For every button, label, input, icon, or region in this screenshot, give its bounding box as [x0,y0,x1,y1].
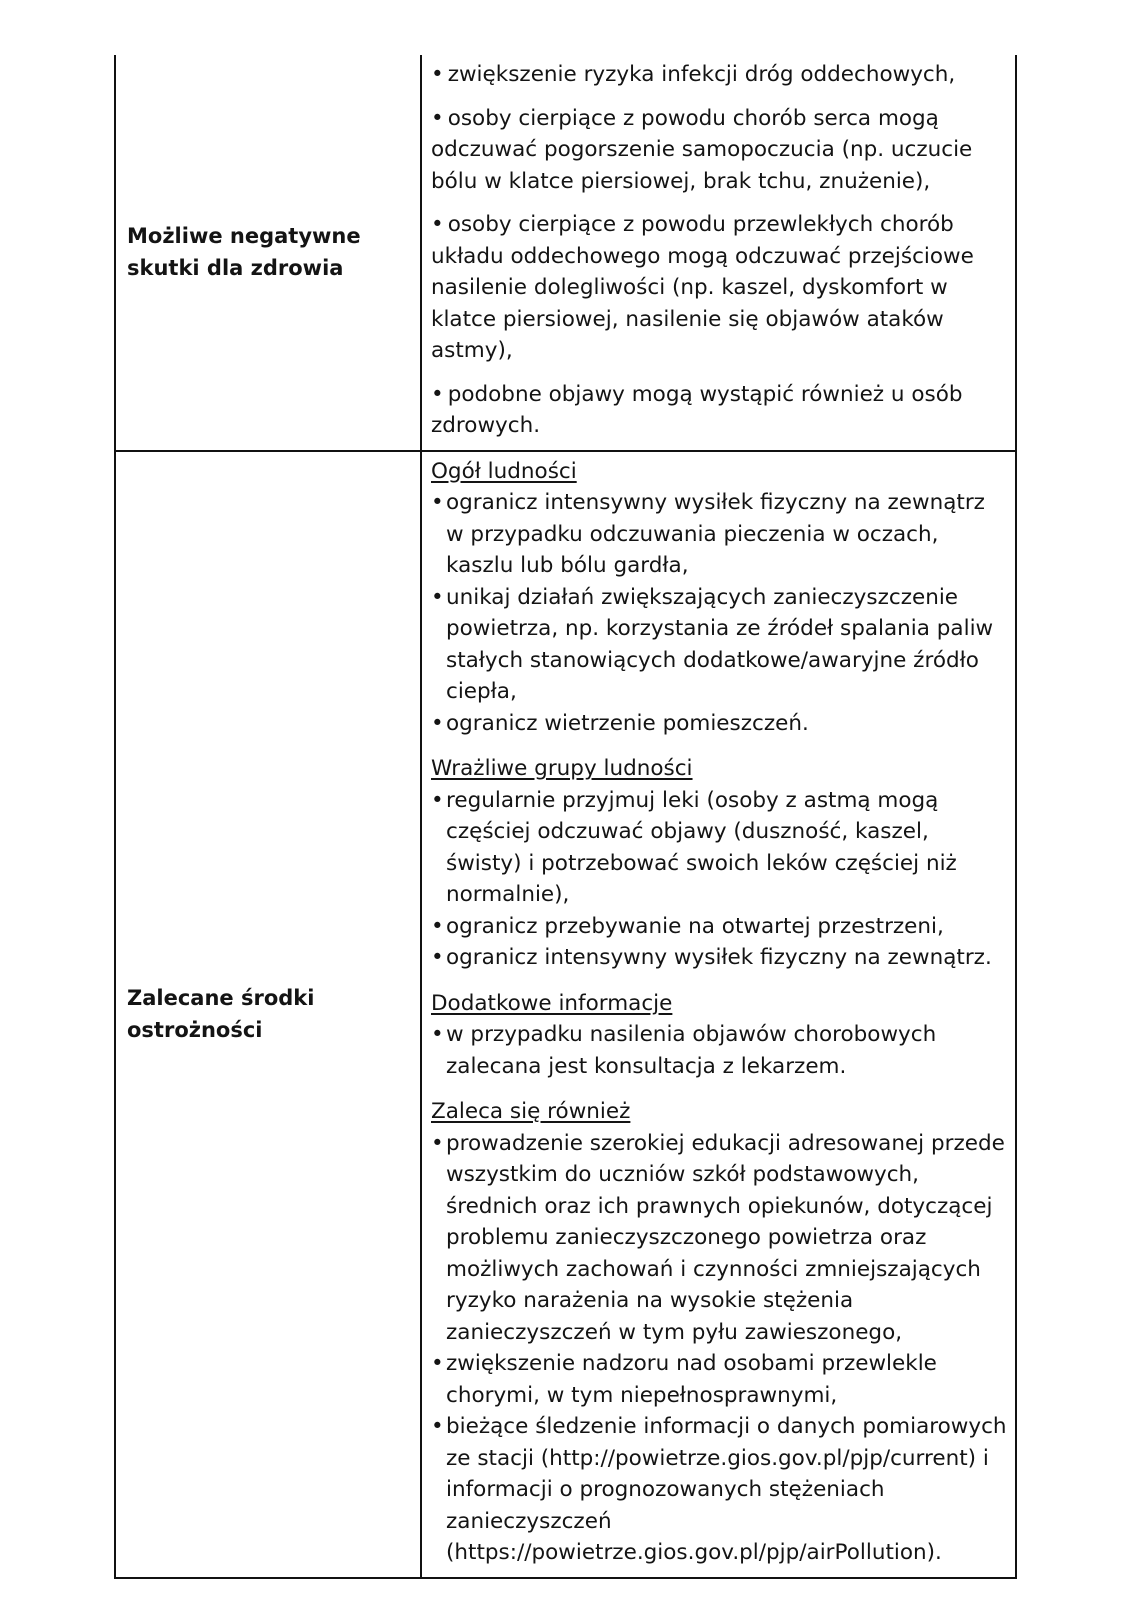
health-info-table [114,55,1017,1579]
list-item: • w przypadku nasilenia objawów chorobowych zalecana jest konsultacja z lekarzem. [431,1019,1009,1082]
list-item: • osoby cierpiące z powodu przewlekłych chorób układu oddechowego mogą odczuwać przejściowe nasilenie dolegliwości (np. kaszel, dyskomfort w klatce piersiowej, nasilenie się objawów ataków astmy), [431,212,974,363]
list-item: • podobne objawy mogą wystąpić również u osób zdrowych. [431,381,963,438]
row-label-cell [115,451,421,1578]
section-also-recommended [431,1096,1009,1569]
bullet-list [431,1019,1009,1082]
section-sensitive-groups [431,753,1009,974]
table-row-precautions [115,451,1016,1578]
list-item: • ogranicz wietrzenie pomieszczeń. [431,708,1009,740]
list-item: • ogranicz intensywny wysiłek fizyczny na zewnątrz. [431,942,1009,974]
bullet-list [431,1128,1009,1569]
list-item: • zwiększenie nadzoru nad osobami przewlekle chorymi, w tym niepełnosprawnymi, [431,1348,1009,1411]
bullet-icon: • [431,787,444,813]
list-item: • osoby cierpiące z powodu chorób serca mogą odczuwać pogorszenie samopoczucia (np. uczucie bólu w klatce piersiowej, brak tchu, znużenie), [431,105,973,194]
bullet-icon: • [431,381,444,407]
bullet-icon: • [431,1022,444,1047]
row-label-health-effects: Możliwe negatywne skutki dla zdrowia [127,224,361,281]
section-general-population [431,456,1009,740]
bullet-icon: • [431,1130,444,1156]
section-heading: Dodatkowe informacje [431,990,673,1016]
list-item: • regularnie przyjmuj leki (osoby z astmą mogą częściej odczuwać objawy (duszność, kaszel, świsty) i potrzebować swoich leków częściej niż normalnie), [431,785,1009,911]
section-heading: Ogół ludności [431,458,577,484]
list-item: • zwiększenie ryzyka infekcji dróg oddechowych, [431,62,956,87]
bullet-icon: • [431,490,444,515]
section-heading: Zaleca się również [431,1099,631,1124]
row-label-precautions: Zalecane środki ostrożności [127,986,315,1042]
bullet-icon: • [431,584,444,610]
list-item: • bieżące śledzenie informacji o danych pomiarowych ze stacji (http://powietrze.gios.gov.pl/pjp/current) i informacji o prognozowanych stężeniach zanieczyszczeń (https://powietrze.gios.gov.pl/pjp/airPollution). [431,1411,1009,1569]
list-item: • unikaj działań zwiększających zanieczyszczenie powietrza, np. korzystania ze źródeł spalania paliw stałych stanowiących dodatkowe/awaryjne źródło ciepła, [431,582,1009,708]
list-item: • prowadzenie szerokiej edukacji adresowanej przede wszystkim do uczniów szkół podstawowych, średnich oraz ich prawnych opiekunów, dotyczącej problemu zanieczyszczonego powietrza oraz możliwych zachowań i czynności zmniejszających ryzyko narażenia na wysokie stężenia zanieczyszczeń w tym pyłu zawieszonego, [431,1128,1009,1349]
row-content-cell [421,451,1016,1578]
section-heading: Wrażliwe grupy ludności [431,756,693,781]
table-row-health-effects [115,55,1016,451]
bullet-icon: • [431,710,444,736]
row-label-cell [115,55,421,451]
bullet-list [431,487,1009,739]
bullet-icon: • [431,1351,444,1376]
row-content-cell [421,55,1016,451]
bullet-icon: • [431,913,444,939]
bullet-icon: • [431,945,444,970]
section-additional-info [431,988,1009,1083]
bullet-icon: • [431,212,444,237]
bullet-icon: • [431,62,444,87]
bullet-list [431,785,1009,974]
bullet-icon: • [431,1414,444,1439]
bullet-icon: • [431,105,444,131]
list-item: • ogranicz intensywny wysiłek fizyczny na zewnątrz w przypadku odczuwania pieczenia w oczach, kaszlu lub bólu gardła, [431,487,1009,582]
list-item: • ogranicz przebywanie na otwartej przestrzeni, [431,911,1009,943]
